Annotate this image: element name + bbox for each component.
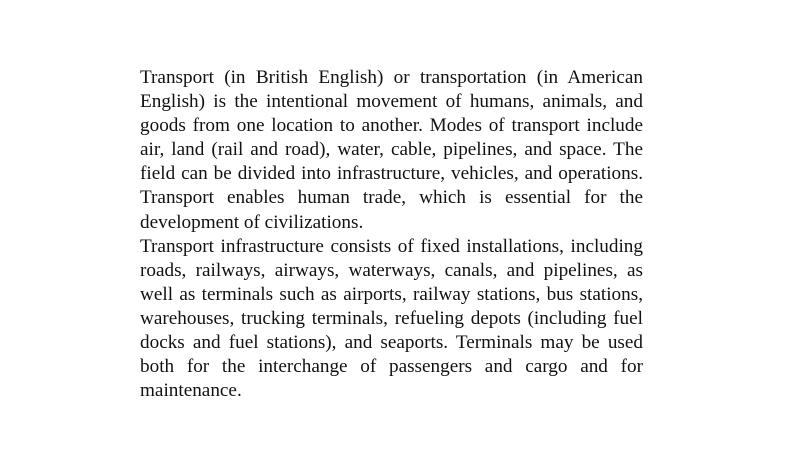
paragraph-1: Transport (in British English) or transportation (in American English) is the intentional movement of humans, animals, and goods from one location to another. Modes of transport include air, land (rail and road), water, cable, pipelines, and space. The field can be divided into infrastructure, vehicles, and operations. Transport enables human trade, which is essential for the development of civilizations. xyxy=(140,67,643,233)
body-text xyxy=(140,66,643,403)
paragraph-2: Transport infrastructure consists of fixed installations, including roads, railways, airways, waterways, canals, and pipelines, as well as terminals such as airports, railway stations, bus stations, warehouses, trucking terminals, refueling depots (including fuel docks and fuel stations), and seaports. Terminals may be used both for the interchange of passengers and cargo and for maintenance. xyxy=(140,235,643,402)
